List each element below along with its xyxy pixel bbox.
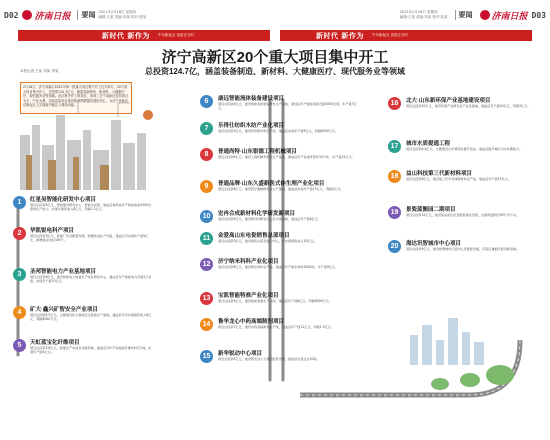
project-description: 项目总投资6亿元，建设纳米材料生产线，建成后年产纳米材料5000吨，年产值9亿元。 xyxy=(218,265,339,269)
project-title: 康远智能流体装备建设项目 xyxy=(218,96,285,102)
project-title: 景瓷蓝衡园二期项目 xyxy=(406,207,456,213)
project-number-badge: 2 xyxy=(13,227,26,240)
project-description: 项目总投资3亿元，建设纺织新材料生产线，建成后实现年产值5亿元，利税6000万元。 xyxy=(218,129,339,133)
project-description: 项目总投资3亿元，新建厂房及配套设施，购置先进生产设备，建成后可实现年产值5亿元，新增就业岗位300个。 xyxy=(30,234,149,243)
meta-date: 2021年2月18日 星期四 xyxy=(399,10,438,14)
project-description: 项目总投资4.5亿元，主要建设矿山智能安全装备生产基地，建成后年可实现销售收入6亿元，利税8000万元。 xyxy=(30,313,152,322)
banner-title: 新时代 新作为 xyxy=(102,31,150,40)
project-number-badge: 17 xyxy=(388,140,401,153)
project-title: 海达讯智城市中心项目 xyxy=(406,241,462,247)
project-number-badge: 11 xyxy=(200,232,213,245)
project-description: 项目总投资6亿元，建设工程机械零部件生产基地，建成后年产各类零部件10万件，年产值12亿元。 xyxy=(218,155,355,159)
banner-title: 新时代 新作为 xyxy=(316,31,364,40)
page-title: 济宁高新区20个重大项目集中开工 xyxy=(161,49,389,66)
project-description: 项目总投资12亿元，建设高品质住宅及配套商业设施，总建筑面积约30万平方米。 xyxy=(406,213,520,217)
meta-editors: 编辑:王某 美编:李某 校对:张某 xyxy=(399,15,448,19)
project-number-badge: 6 xyxy=(200,95,213,108)
project-title: 矿大·鑫兴矿智安全产业项目 xyxy=(30,307,98,313)
project-number-badge: 20 xyxy=(388,240,401,253)
project-number-badge: 12 xyxy=(200,258,213,271)
project-title: 乐得仕纺织木纺产业化项目 xyxy=(218,123,285,129)
project-title: 金爱高山东电瓷销售总部项目 xyxy=(218,233,290,239)
project-title: 益山科技第三代新材料项目 xyxy=(406,171,473,177)
project-number-badge: 15 xyxy=(200,350,213,363)
project-title: 华凯锐电科产项目 xyxy=(30,228,75,234)
project-title: 北大·山东新环保产业基地建设项目 xyxy=(406,98,491,104)
page-subtitle: 总投资124.7亿，涵盖装备制造、新材料、大健康医疗、现代服务业等领域 xyxy=(144,67,406,76)
project-description: 项目总投资3亿元，建设销售总部及展示中心，年实现销售收入10亿元。 xyxy=(218,239,317,243)
project-title: 红星吴智能化研发中心项目 xyxy=(30,197,97,203)
paper-name: 济南日报 xyxy=(491,11,528,22)
section-label: 要闻 xyxy=(455,10,473,20)
intro-box: 2月18日，济宁高新区2021年第一批重大项目集中开工仪式举行，20个重大项目集中开工，总投资124.7亿元，涵盖装备制造、新材料、大健康医疗、现代服务业等领域。此次集中开工的项目，体现了济宁高新区坚持项目为王、产业为基，以高质量项目建设推动高质量发展的决心，为济宁高新区在新起点上实现新突破注入强劲动能。 xyxy=(20,82,132,114)
project-description: 项目总投资8亿元，建设第三代半导体新材料生产线，建成后年产值15亿元。 xyxy=(406,177,511,181)
project-title: 鲁华龙心中药高端制剂项目 xyxy=(218,319,285,325)
project-title: 圣邦智能电力产业基地项目 xyxy=(30,269,97,275)
page-number: D02 xyxy=(4,10,19,20)
project-title: 新华锐动中心项目 xyxy=(218,351,263,357)
project-description: 项目总投资4亿元，建设智能流体装备研发生产基地，建成后年产智能流体设备5000台套，年产值7亿元。 xyxy=(218,102,357,111)
project-title: 普通尚特·山东银德工程机械项目 xyxy=(218,149,297,155)
project-number-badge: 8 xyxy=(200,148,213,161)
project-title: 城市水质提通工程 xyxy=(406,141,451,147)
project-description: 项目总投资5亿元，建设新材料研发中心及中试基地，建成后年产值8亿元。 xyxy=(218,217,321,221)
project-number-badge: 4 xyxy=(13,306,26,319)
byline: 本报记者 王某 刘某 李某 xyxy=(20,69,59,73)
project-title: 普通品牌·山东久盛新医式体生理产业化项目 xyxy=(218,181,325,187)
project-title: 天虹蓝宝化纤维项目 xyxy=(30,340,80,346)
paper-name: 济南日报 xyxy=(34,11,71,22)
project-description: 项目总投资8亿元，建设医疗器械研发及生产基地，建成后实现年产值15亿元，利税2亿元。 xyxy=(218,187,344,191)
project-description: 项目总投资3.8亿元，新建生产车间及仓储设施，建成后可年产高性能纤维材料2万吨，实现年产值4亿元。 xyxy=(30,346,152,355)
project-description: 项目总投资6.4亿元，主要建设污水管网及提升泵站，建成后提升城区污水处理能力。 xyxy=(406,147,523,151)
project-number-badge: 7 xyxy=(200,122,213,135)
project-number-badge: 10 xyxy=(200,210,213,223)
project-number-badge: 13 xyxy=(200,292,213,305)
project-title: 宏冉合成新材料化学研发新项目 xyxy=(218,211,296,217)
project-description: 项目总投资6亿元，建设智能电力装备生产线及研发中心，建成后年产智能电力设备2万台套，实现年产值10亿元。 xyxy=(30,275,152,284)
project-number-badge: 9 xyxy=(200,180,213,193)
project-description: 项目总投资9亿元，建设智慧城市运营中心及配套设施，打造区域数字经济新高地。 xyxy=(406,247,520,251)
project-description: 项目总投资10亿元，建设环保产业研发及产业化基地，建成后年产值20亿元，利税3亿元。 xyxy=(406,104,531,108)
project-number-badge: 1 xyxy=(13,196,26,209)
project-number-badge: 3 xyxy=(13,268,26,281)
banner-slogan: 牛年新起点 奋进正当时 xyxy=(371,33,409,37)
project-description: 项目总投资5亿元，建设研发办公大楼及配套设施，建成后引进企业50家。 xyxy=(218,357,320,361)
project-number-badge: 14 xyxy=(200,318,213,331)
project-description: 项目总投资5亿元，规划建设研发中心、智能车间等，建成后将形成年产智能装备1000台套的生产能力，实现年销售收入8亿元，利税1.2亿元。 xyxy=(30,203,152,212)
project-number-badge: 18 xyxy=(388,170,401,183)
project-title: 宝凯智能特准产业化项目 xyxy=(218,293,279,299)
project-number-badge: 5 xyxy=(13,339,26,352)
project-title: 济宁纳米科科产业化项目 xyxy=(218,259,279,265)
project-description: 项目总投资4亿元，建设智能装备生产车间，建成后年产值6亿元，利税8000万元。 xyxy=(218,299,332,303)
meta-editors: 编辑:王某 美编:李某 校对:张某 xyxy=(98,15,147,19)
project-number-badge: 16 xyxy=(388,97,401,110)
section-label: 要闻 xyxy=(77,10,95,20)
page-number: D03 xyxy=(531,10,546,20)
project-number-badge: 19 xyxy=(388,206,401,219)
project-description: 项目总投资7亿元，建设中药高端制剂生产线，建成后年产值12亿元，利税1.5亿元。 xyxy=(218,325,335,329)
meta-date: 2021年2月18日 星期四 xyxy=(98,10,137,14)
banner-slogan: 牛年新起点 奋进正当时 xyxy=(157,33,195,37)
